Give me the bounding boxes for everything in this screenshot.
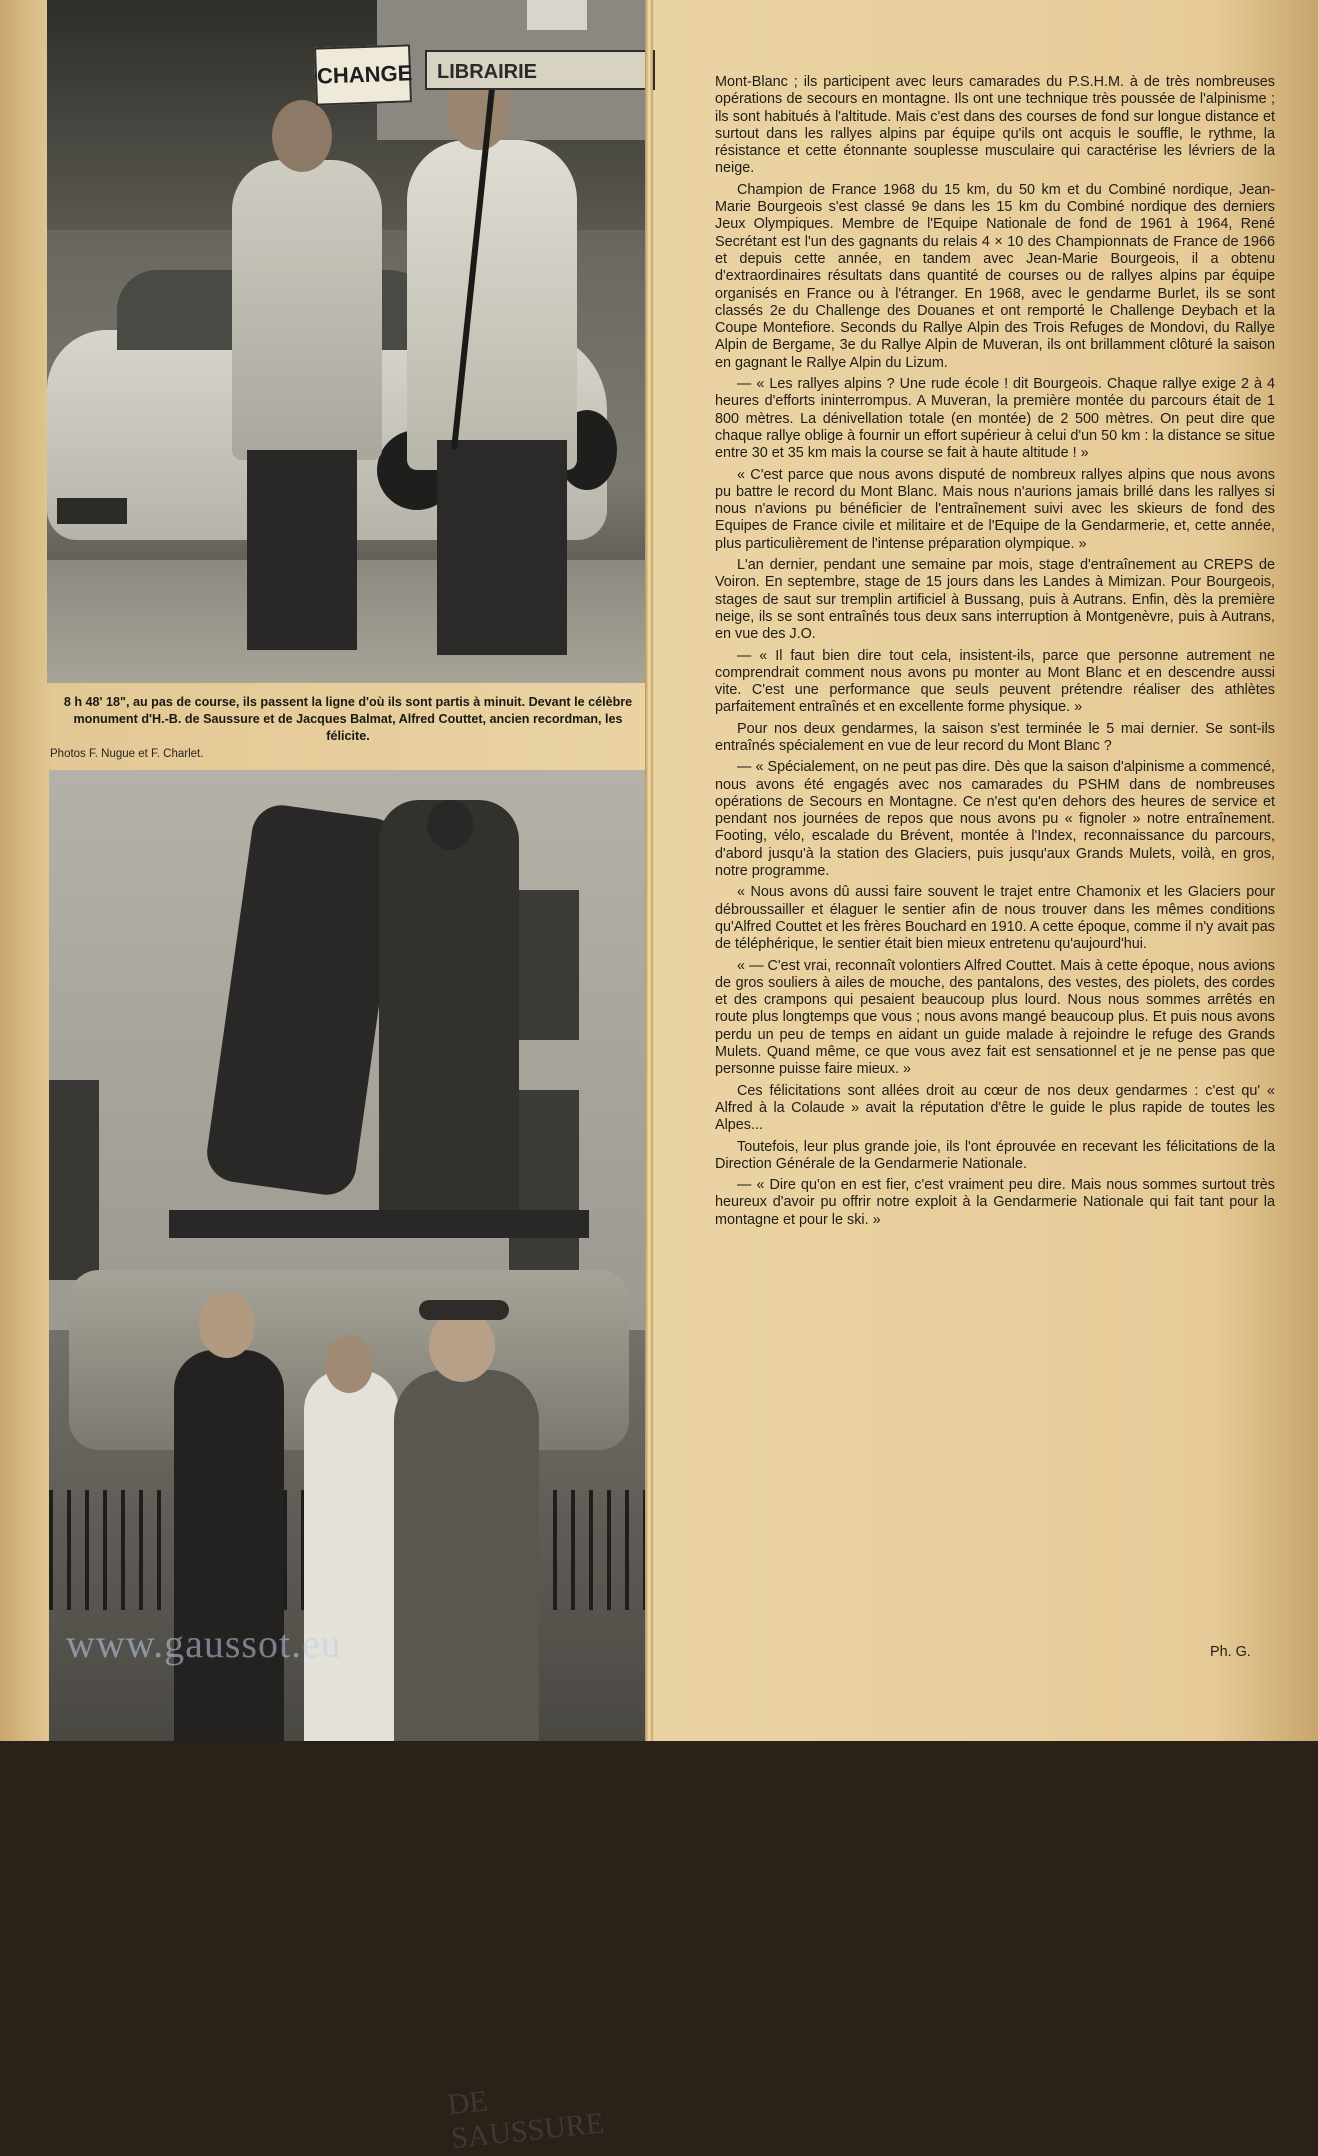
article-paragraph: — « Dire qu'on en est fier, c'est vraiment peu dire. Mais nous sommes surtout très heureux d'avoir pu offrir notre exploit à la Gendarmerie Nationale qui fait tant pour la montagne et pour le ski. » bbox=[715, 1177, 1275, 1228]
change-sign: CHANGE bbox=[314, 44, 412, 105]
article-paragraph: Mont-Blanc ; ils participent avec leurs camarades du P.S.H.M. à de très nombreuses opérations de secours en montagne. Ils ont une technique très poussée de l'alpinisme ; ils sont habitués à l'altitude. Mais c'est dans des courses de fond sur longue distance et surtout dans les rallyes alpins par équipe qu'ils ont acquis le souffle, le rythme, la résistance et cette étonnante souplesse musculaire qui caractérise les lévriers de la neige. bbox=[715, 74, 1275, 177]
article-paragraph: — « Il faut bien dire tout cela, insistent-ils, parce que personne autrement ne comprendrait comment nous avons pu monter au Mont Blanc et en descendre aussi vite. C'est une performance que seuls peuvent prétendre réaliser des athlètes parfaitement entraînés et en excellente forme physique. » bbox=[715, 647, 1275, 716]
photo-caption: 8 h 48' 18", au pas de course, ils passent la ligne d'où ils sont partis à minuit. Devant le célèbre monument d'H.-B. de Saussure et de Jacques Balmat, Alfred Couttet, ancien recordman, les félicite. bbox=[63, 695, 633, 743]
article-paragraph: « — C'est vrai, reconnaît volontiers Alfred Couttet. Mais à cette époque, nous avions de gros souliers à ailes de mouche, des pantalons, des vestes, des piolets, des cordes et des crampons qui pesaient beaucoup plus lourd. Nous nous sommes arrêtés en route plus longtemps que vous ; nous avons mangé beaucoup plus. Et puis nous avons perdu un peu de temps en aidant un guide malade à rejoindre le refuge des Grands Mulets. Quand même, ce que vous avez fait est sensationnel et je ne pense pas que personne puisse faire mieux. » bbox=[715, 957, 1275, 1078]
article-paragraph: L'an dernier, pendant une semaine par mois, stage d'entraînement au CREPS de Voiron. En septembre, stage de 15 jours dans les Landes à Mimizan. Pour Bourgeois, stages de saut sur tremplin artificiel à Bussang, puis à Autrans. Enfin, dès la première neige, ils se sont entraînés tous deux sans interruption à Montgenèvre, puis à Autrans, en vue des J.O. bbox=[715, 557, 1275, 643]
article-paragraph: « C'est parce que nous avons disputé de nombreux rallyes alpins que nous avons pu battre le record du Mont Blanc. Mais nous n'aurions jamais brillé dans les rallyes si nous n'avions pu bénéficier de l'entraînement suivi avec les skieurs de fond des Equipes de France civile et militaire et de l'Equipe de la Gendarmerie, et, cette année, plus particulièrement de l'intense préparation olympique. » bbox=[715, 466, 1275, 552]
article-paragraph: — « Spécialement, on ne peut pas dire. Dès que la saison d'alpinisme a commencé, nous avons été engagés avec nos camarades du PSHM dans de nombreuses opérations de Secours en Montagne. Ce n'est qu'en dehors des heures de service et pendant nos journées de repos que nous avons pu « fignoler » notre entraînement. Footing, vélo, escalade du Brévent, montée à l'Index, reconnaissance du parcours, d'abord jusqu'à la station des Glaciers, puis jusqu'aux Grands Mulets, voilà, en gros, notre programme. bbox=[715, 759, 1275, 880]
photo-credit: Photos F. Nugue et F. Charlet. bbox=[50, 748, 204, 760]
librairie-sign: LIBRAIRIE bbox=[425, 50, 655, 90]
article-text bbox=[715, 74, 1275, 1233]
monument-plaque: DE SAUSSURE bbox=[445, 2084, 606, 2156]
article-paragraph: Pour nos deux gendarmes, la saison s'est terminée le 5 mai dernier. Se sont-ils entraînés spécialement en vue de leur record du Mont Blanc ? bbox=[715, 720, 1275, 754]
article-paragraph: « Nous avons dû aussi faire souvent le trajet entre Chamonix et les Glaciers pour débroussailler et élaguer le sentier afin de nous trouver dans les mêmes conditions qu'Alfred Couttet et les frères Bouchard en 1910. A cette époque, comme il n'y avait pas de téléphérique, le sentier était bien mieux entretenu qu'aujourd'hui. bbox=[715, 884, 1275, 953]
author-signature: Ph. G. bbox=[1210, 1644, 1251, 1660]
article-paragraph: Champion de France 1968 du 15 km, du 50 km et du Combiné nordique, Jean-Marie Bourgeois s'est classé 9e dans les 15 km du Combiné nordique des derniers Jeux Olympiques. Membre de l'Equipe Nationale de fond de 1961 à 1964, René Secrétant est l'un des gagnants du relais 4 × 10 des Championnats de France de 1966 et depuis cette année, en tandem avec Jean-Marie Bourgeois, il a obtenu d'extraordinaires résultats dans quantité de courses ou de rallyes alpins par équipe organisés en France ou à l'étranger. En 1968, avec le gendarme Burlet, ils se sont classés 2e du Challenge des Douanes et ont remporté le Challenge Deybach et la Coupe Montefiore. Seconds du Rallye Alpin des Trois Refuges de Mondovi, du Rallye Alpin de Bergame, 3e du Rallye Alpin de Muveran, ils ont brillamment clôturé la saison en gagnant le Rallye Alpin du Lizum. bbox=[715, 181, 1275, 371]
article-paragraph: — « Les rallyes alpins ? Une rude école ! dit Bourgeois. Chaque rallye exige 2 à 4 heures d'efforts ininterrompus. A Muveran, la première montée du parcours était de 1 800 mètres. La dénivellation totale (en montée) de 2 500 mètres. On peut dire que chaque rallye oblige à fournir un effort supérieur à celui d'un 50 km : la distance se situe entre 30 et 35 km mais la course se fait à haute altitude ! » bbox=[715, 376, 1275, 462]
watermark: www.gaussot.eu bbox=[66, 1621, 342, 1666]
article-paragraph: Toutefois, leur plus grande joie, ils l'ont éprouvée en recevant les félicitations de la Direction Générale de la Gendarmerie Nationale. bbox=[715, 1138, 1275, 1172]
page-gutter bbox=[645, 0, 653, 1741]
photo-runners bbox=[47, 0, 649, 683]
photo-monument bbox=[49, 770, 649, 2156]
article-paragraph: Ces félicitations sont allées droit au cœur de nos deux gendarmes : c'est qu' « Alfred à la Colaude » avait la réputation d'être le guide le plus rapide de toutes les Alpes... bbox=[715, 1082, 1275, 1134]
